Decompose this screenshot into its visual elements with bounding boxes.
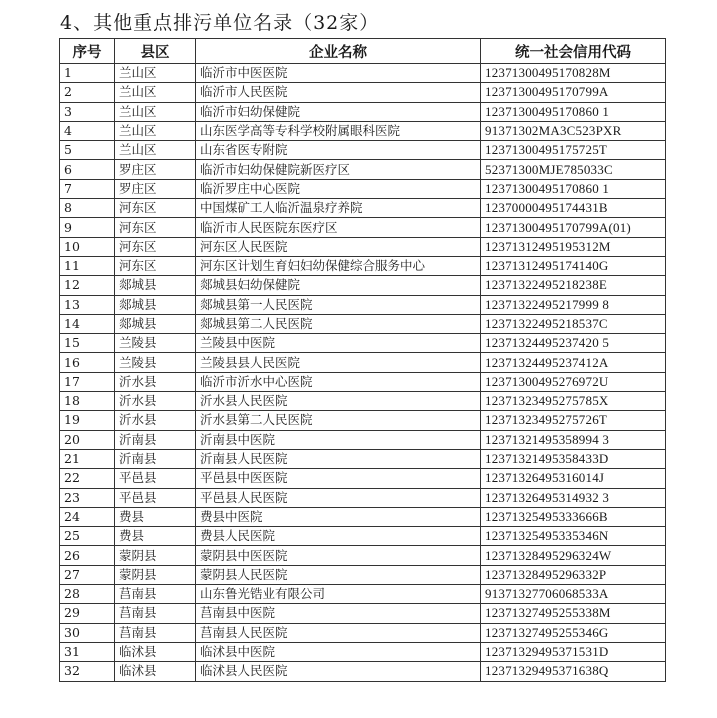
cell-company-name: 平邑县中医医院 xyxy=(196,469,481,488)
table-row xyxy=(60,469,666,488)
cell-district: 兰山区 xyxy=(115,64,196,83)
section-title: 4、其他重点排污单位名录（32家） xyxy=(60,12,380,34)
cell-credit-code: 12371325495335346N xyxy=(481,527,666,546)
table-row xyxy=(60,237,666,256)
cell-credit-code: 12371300495175725T xyxy=(481,141,666,160)
cell-company-name: 蒙阴县人民医院 xyxy=(196,565,481,584)
header-company-name: 企业名称 xyxy=(196,39,481,64)
cell-serial-number: 27 xyxy=(60,565,115,584)
cell-credit-code: 12371328495296324W xyxy=(481,546,666,565)
cell-company-name: 临沂市人民医院 xyxy=(196,83,481,102)
cell-credit-code: 12371326495316014J xyxy=(481,469,666,488)
cell-serial-number: 22 xyxy=(60,469,115,488)
cell-credit-code: 12371322495218238E xyxy=(481,276,666,295)
cell-credit-code: 12371325495333666B xyxy=(481,507,666,526)
cell-serial-number: 18 xyxy=(60,392,115,411)
cell-serial-number: 16 xyxy=(60,353,115,372)
cell-company-name: 兰陵县县人民医院 xyxy=(196,353,481,372)
cell-credit-code: 12371300495170860 1 xyxy=(481,102,666,121)
cell-serial-number: 25 xyxy=(60,527,115,546)
cell-company-name: 平邑县人民医院 xyxy=(196,488,481,507)
cell-credit-code: 52371300MJE785033C xyxy=(481,160,666,179)
cell-company-name: 河东区计划生育妇妇幼保健综合服务中心 xyxy=(196,256,481,275)
cell-credit-code: 12370000495174431B xyxy=(481,199,666,218)
cell-district: 河东区 xyxy=(115,256,196,275)
table-row xyxy=(60,585,666,604)
cell-district: 临沭县 xyxy=(115,642,196,661)
cell-district: 郯城县 xyxy=(115,276,196,295)
header-serial-number: 序号 xyxy=(60,39,115,64)
cell-company-name: 河东区人民医院 xyxy=(196,237,481,256)
header-district: 县区 xyxy=(115,39,196,64)
cell-serial-number: 5 xyxy=(60,141,115,160)
table-row xyxy=(60,565,666,584)
cell-district: 沂南县 xyxy=(115,449,196,468)
table-row xyxy=(60,295,666,314)
cell-credit-code: 12371321495358433D xyxy=(481,449,666,468)
cell-company-name: 临沂市妇幼保健院 xyxy=(196,102,481,121)
table-row xyxy=(60,83,666,102)
cell-district: 平邑县 xyxy=(115,488,196,507)
table-row xyxy=(60,372,666,391)
cell-district: 莒南县 xyxy=(115,585,196,604)
cell-district: 河东区 xyxy=(115,199,196,218)
table-row xyxy=(60,623,666,642)
cell-company-name: 莒南县中医院 xyxy=(196,604,481,623)
cell-district: 兰山区 xyxy=(115,83,196,102)
table-row xyxy=(60,430,666,449)
cell-credit-code: 12371323495275726T xyxy=(481,411,666,430)
cell-district: 兰陵县 xyxy=(115,334,196,353)
cell-serial-number: 15 xyxy=(60,334,115,353)
cell-district: 莒南县 xyxy=(115,604,196,623)
cell-district: 兰山区 xyxy=(115,141,196,160)
cell-serial-number: 32 xyxy=(60,662,115,681)
cell-district: 沂水县 xyxy=(115,411,196,430)
cell-serial-number: 2 xyxy=(60,83,115,102)
table-header-row xyxy=(60,39,666,64)
cell-company-name: 沂水县第二人民医院 xyxy=(196,411,481,430)
cell-district: 河东区 xyxy=(115,218,196,237)
cell-credit-code: 12371327495255346G xyxy=(481,623,666,642)
table-row xyxy=(60,449,666,468)
cell-credit-code: 12371328495296332P xyxy=(481,565,666,584)
cell-credit-code: 12371329495371638Q xyxy=(481,662,666,681)
cell-credit-code: 12371324495237412A xyxy=(481,353,666,372)
cell-company-name: 郯城县第二人民医院 xyxy=(196,314,481,333)
cell-district: 沂南县 xyxy=(115,430,196,449)
cell-district: 郯城县 xyxy=(115,295,196,314)
cell-credit-code: 12371312495174140G xyxy=(481,256,666,275)
cell-company-name: 郯城县妇幼保健院 xyxy=(196,276,481,295)
cell-serial-number: 12 xyxy=(60,276,115,295)
cell-serial-number: 17 xyxy=(60,372,115,391)
cell-credit-code: 12371323495275785X xyxy=(481,392,666,411)
table-row xyxy=(60,160,666,179)
cell-district: 河东区 xyxy=(115,237,196,256)
cell-credit-code: 12371300495170860 1 xyxy=(481,179,666,198)
table-row xyxy=(60,353,666,372)
cell-credit-code: 12371324495237420 5 xyxy=(481,334,666,353)
cell-district: 兰山区 xyxy=(115,121,196,140)
cell-company-name: 沂水县人民医院 xyxy=(196,392,481,411)
cell-credit-code: 12371300495170828M xyxy=(481,64,666,83)
header-credit-code: 统一社会信用代码 xyxy=(481,39,666,64)
cell-credit-code: 12371326495314932 3 xyxy=(481,488,666,507)
cell-serial-number: 26 xyxy=(60,546,115,565)
cell-company-name: 费县中医院 xyxy=(196,507,481,526)
table-row xyxy=(60,102,666,121)
table-row xyxy=(60,546,666,565)
cell-company-name: 临沂罗庄中心医院 xyxy=(196,179,481,198)
cell-serial-number: 13 xyxy=(60,295,115,314)
cell-credit-code: 12371322495217999 8 xyxy=(481,295,666,314)
cell-district: 兰山区 xyxy=(115,102,196,121)
cell-company-name: 临沂市沂水中心医院 xyxy=(196,372,481,391)
table-row xyxy=(60,507,666,526)
cell-serial-number: 20 xyxy=(60,430,115,449)
table-row xyxy=(60,141,666,160)
table-row xyxy=(60,256,666,275)
cell-company-name: 费县人民医院 xyxy=(196,527,481,546)
cell-serial-number: 19 xyxy=(60,411,115,430)
cell-credit-code: 12371321495358994 3 xyxy=(481,430,666,449)
cell-company-name: 临沭县中医院 xyxy=(196,642,481,661)
cell-serial-number: 29 xyxy=(60,604,115,623)
cell-credit-code: 91371302MA3C523PXR xyxy=(481,121,666,140)
cell-district: 兰陵县 xyxy=(115,353,196,372)
cell-district: 罗庄区 xyxy=(115,179,196,198)
table-row xyxy=(60,199,666,218)
table-row xyxy=(60,527,666,546)
table-row xyxy=(60,642,666,661)
cell-credit-code: 12371312495195312M xyxy=(481,237,666,256)
cell-company-name: 临沭县人民医院 xyxy=(196,662,481,681)
table-row xyxy=(60,392,666,411)
cell-district: 费县 xyxy=(115,527,196,546)
cell-district: 蒙阴县 xyxy=(115,565,196,584)
cell-district: 蒙阴县 xyxy=(115,546,196,565)
cell-district: 罗庄区 xyxy=(115,160,196,179)
cell-credit-code: 12371300495170799A(01) xyxy=(481,218,666,237)
cell-serial-number: 6 xyxy=(60,160,115,179)
cell-serial-number: 14 xyxy=(60,314,115,333)
cell-district: 沂水县 xyxy=(115,392,196,411)
cell-serial-number: 24 xyxy=(60,507,115,526)
cell-district: 临沭县 xyxy=(115,662,196,681)
cell-serial-number: 8 xyxy=(60,199,115,218)
cell-serial-number: 23 xyxy=(60,488,115,507)
table-row xyxy=(60,276,666,295)
table-row xyxy=(60,604,666,623)
cell-company-name: 郯城县第一人民医院 xyxy=(196,295,481,314)
table-row xyxy=(60,64,666,83)
cell-company-name: 山东省医专附院 xyxy=(196,141,481,160)
cell-credit-code: 12371322495218537C xyxy=(481,314,666,333)
cell-company-name: 山东鲁光锆业有限公司 xyxy=(196,585,481,604)
cell-company-name: 沂南县人民医院 xyxy=(196,449,481,468)
table-row xyxy=(60,218,666,237)
cell-company-name: 沂南县中医院 xyxy=(196,430,481,449)
table-row xyxy=(60,334,666,353)
cell-credit-code: 12371329495371531D xyxy=(481,642,666,661)
cell-serial-number: 10 xyxy=(60,237,115,256)
cell-serial-number: 28 xyxy=(60,585,115,604)
cell-district: 莒南县 xyxy=(115,623,196,642)
cell-serial-number: 7 xyxy=(60,179,115,198)
cell-serial-number: 30 xyxy=(60,623,115,642)
cell-credit-code: 12371327495255338M xyxy=(481,604,666,623)
table-body xyxy=(60,64,666,682)
cell-district: 沂水县 xyxy=(115,372,196,391)
cell-credit-code: 91371327706068533A xyxy=(481,585,666,604)
cell-serial-number: 21 xyxy=(60,449,115,468)
cell-company-name: 山东医学高等专科学校附属眼科医院 xyxy=(196,121,481,140)
cell-district: 费县 xyxy=(115,507,196,526)
cell-company-name: 蒙阴县中医医院 xyxy=(196,546,481,565)
pollutant-unit-table xyxy=(59,38,666,682)
table-row xyxy=(60,411,666,430)
table-row xyxy=(60,314,666,333)
cell-company-name: 兰陵县中医院 xyxy=(196,334,481,353)
cell-serial-number: 4 xyxy=(60,121,115,140)
cell-company-name: 临沂市妇幼保健院新医疗区 xyxy=(196,160,481,179)
cell-company-name: 临沂市人民医院东医疗区 xyxy=(196,218,481,237)
cell-district: 平邑县 xyxy=(115,469,196,488)
cell-serial-number: 11 xyxy=(60,256,115,275)
cell-company-name: 莒南县人民医院 xyxy=(196,623,481,642)
cell-credit-code: 12371300495170799A xyxy=(481,83,666,102)
table-row xyxy=(60,488,666,507)
table-row xyxy=(60,179,666,198)
cell-serial-number: 9 xyxy=(60,218,115,237)
table-row xyxy=(60,121,666,140)
cell-serial-number: 1 xyxy=(60,64,115,83)
cell-credit-code: 12371300495276972U xyxy=(481,372,666,391)
cell-company-name: 临沂市中医医院 xyxy=(196,64,481,83)
cell-serial-number: 31 xyxy=(60,642,115,661)
cell-serial-number: 3 xyxy=(60,102,115,121)
cell-district: 郯城县 xyxy=(115,314,196,333)
table-row xyxy=(60,662,666,681)
cell-company-name: 中国煤矿工人临沂温泉疗养院 xyxy=(196,199,481,218)
